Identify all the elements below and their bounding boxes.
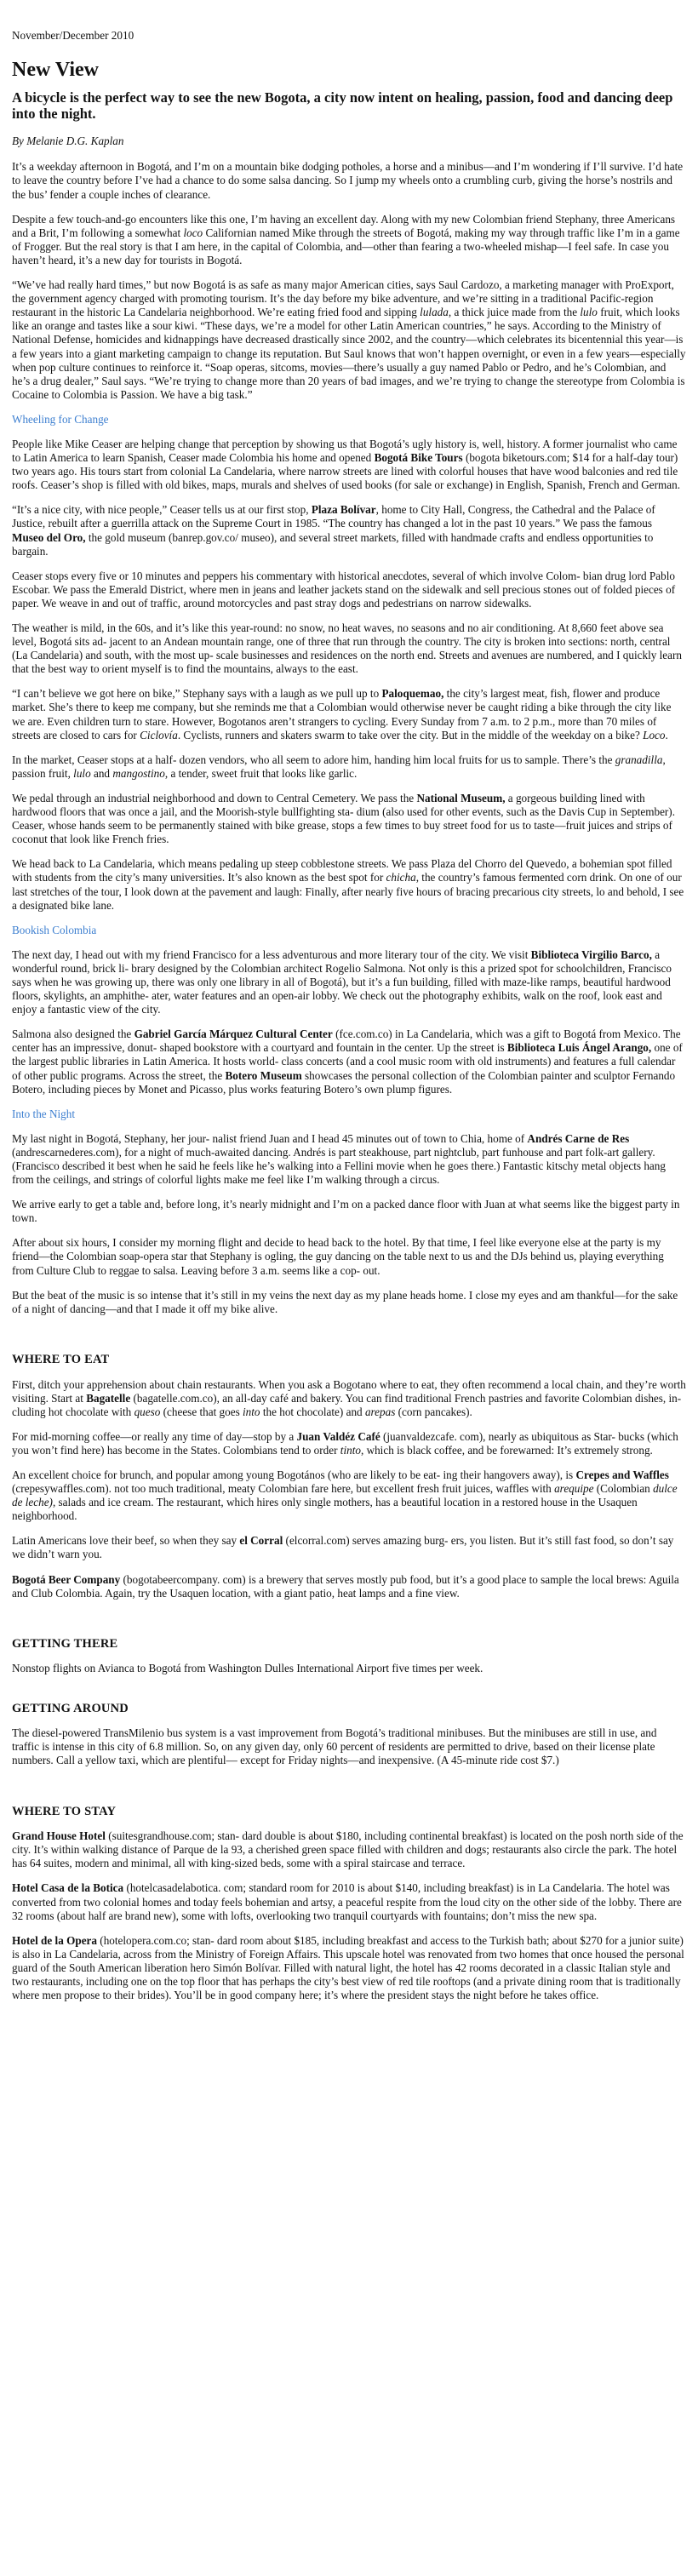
paragraph: First, ditch your apprehension about chain restaurants. When you ask a Bogotano where to eat, they often recommend a local chain, and they’re worth visiting. Start at Bagatelle (bagatelle.com.co), an all-day café and bakery. You can find traditional French pastries and favorite Colombian dishes, in- cluding hot chocolate with queso (cheese that goes into the hot chocolate) and arepas (corn pancakes). bbox=[12, 1377, 686, 1418]
paragraph: Hotel Casa de la Botica (hotelcasadelabotica. com; standard room for 2010 is about $140, including breakfast) is in La Candelaria. The hotel was converted from two colonial homes and today feels bohemian and artsy, a peaceful respite from the loud city on the other side of the lobby. There are 32 rooms (about half are brand new), some with lofts, overlooking two tranquil courtyards with fountains; don’t miss the new spa. bbox=[12, 1881, 682, 1922]
paragraph: The diesel-powered TransMilenio bus system is a vast improvement from Bogotá’s traditional minibuses. But the minibuses are still in use, and traffic is intense in this city of 6.8 million. So, on any given day, only 60 percent of residents are permitted to drive, based on their license plate numbers. Call a yellow taxi, which are plentiful— except for Friday nights—and inexpensive. (A 45-minute ride cost $7.) bbox=[12, 1726, 657, 1767]
issue-date: November/December 2010 bbox=[12, 29, 134, 42]
byline: By Melanie D.G. Kaplan bbox=[12, 135, 124, 148]
spacer bbox=[12, 1687, 686, 1702]
getting-around-heading: GETTING AROUND bbox=[12, 1701, 129, 1715]
paragraph: My last night in Bogotá, Stephany, her jour- nalist friend Juan and I head 45 minutes out of town to Chia, home of Andrés Carne de Res (andrescarnederes.com), for a night of much-awaited dancing. Andrés is part steakhouse, part nightclub, part funhouse and part folk-art gallery. (Francisco described it best when he said he feels like he’s walking into a Fellini movie when he goes there.) Fantastic kitschy metal objects hang from the ceilings, and strings of colorful lights make me feel like I’m walking through a circus. bbox=[12, 1131, 666, 1187]
paragraph: Despite a few touch-and-go encounters like this one, I’m having an excellent day. Along with my new Colombian friend Stephany, three Americans and a Brit, I’m following a somewhat loco Californian named Mike through the streets of Bogotá, making my way through traffic like I’m in a game of Frogger. But the real story is that I am here, in the capital of Colombia, and—other than fearing a two-wheeled mishap—I feel safe. In case you haven’t heard, it’s a new day for tourists in Bogotá. bbox=[12, 212, 680, 266]
paragraph: “I can’t believe we got here on bike,” Stephany says with a laugh as we pull up to Paloquemao, the city’s largest meat, fish, flower and produce market. She’s there to keep me company, but she reminds me that a Colombian would otherwise never be caught riding a bike through the city like we are. Even children turn to stare. However, Bogotanos aren’t strangers to cycling. Every Sunday from 7 a.m. to 2 p.m., more than 70 miles of streets are closed to cars for Ciclovía. Cyclists, runners and skaters swarm to take over the city. But in the middle of the weekday on a bike? Loco. bbox=[12, 687, 672, 741]
getting-there-heading: GETTING THERE bbox=[12, 1636, 118, 1651]
paragraph: For mid-morning coffee—or really any time of day—stop by a Juan Valdéz Café (juanvaldezcafe. com), nearly as ubiquitous as Star- bucks (which you won’t find here) has become in the States. Colombians tend to order tinto, which is black coffee, and be forewarned: It’s extremely strong. bbox=[12, 1429, 678, 1457]
paragraph: Ceaser stops every five or 10 minutes and peppers his commentary with historical anecdotes, several of which involve Colom- bian drug lord Pablo Escobar. We pass the Emerald District, where men in jeans and leather jackets stand on the sidewalk and sell precious stones out of folded pieces of paper. We weave in and out of traffic, around motorcycles and past stray dogs and pedestrians on narrow sidewalks. bbox=[12, 569, 676, 610]
paragraph: The next day, I head out with my friend Francisco for a less adventurous and more literary tour of the city. We visit Biblioteca Virgilio Barco, a wonderful round, brick li- brary designed by the Colombian architect Rogelio Salmona. Not only is this a prized spot for schoolchildren, Francisco says when he was growing up, there was only one library in all of Bogotá), but it’s a fun building, filled with maze-like ramps, beautiful hardwood floors, skylights, an amphithe- ater, water features and an open-air lobby. We check out the photography exhibits, walk on the roof, look east and enjoy a fantastic view of the city. bbox=[12, 947, 672, 1016]
spacer bbox=[12, 1611, 686, 1637]
section-heading-wheeling: Wheeling for Change bbox=[12, 412, 109, 426]
paragraph: Nonstop flights on Avianca to Bogotá from Washington Dulles International Airport five times per week. bbox=[12, 1662, 483, 1675]
paragraph: We head back to La Candelaria, which means pedaling up steep cobblestone streets. We pass Plaza del Chorro del Quevedo, a bohemian spot filled with students from the city’s many universities. It’s also known as the best spot for chicha, the country’s famous fermented corn drink. On one of our last stretches of the tour, I look down at the pavement and laugh: Finally, after nearly five hours of bracing precarious city streets, lo and behold, I see a designated bike lane. bbox=[12, 857, 684, 912]
paragraph: “We’ve had really hard times,” but now Bogotá is as safe as many major American cities, says Saul Cardozo, a marketing manager with ProExport, the government agency charged with promoting tourism. It’s the day before my bike adventure, and we’re sitting in a traditional Pacific-region restaurant in the historic La Candelaria neighborhood. We’re eating fried food and sipping lulada, a thick juice made from the lulo fruit, which looks like an orange and tastes like a sour kiwi. “These days, we’re a model for other Latin American countries,” he says. According to the Ministry of National Defense, homicides and kidnappings have decreased drastically since 2002, and the country—which celebrates its bicentennial this year—is a few years into a giant marketing campaign to change its reputation. But Saul knows that won’t happen overnight, or even in a few years—especially when pop culture continues to reinforce it. “Soap operas, sitcoms, movies—there’s usually a guy named Pablo or Pedro, and he’s Colombian, and he’s a drug dealer,” Saul says. “We’re trying to change more than 20 years of bad images, and we’re trying to change the stereotype from Colombia is Cocaine to Colombia is Passion. We have a big task.” bbox=[12, 278, 686, 401]
paragraph: The weather is mild, in the 60s, and it’s like this year-round: no snow, no heat waves, no seasons and no air conditioning. At 8,660 feet above sea level, Bogotá sits ad- jacent to an Andean mountain range, one of three that run through the country. The city is broken into sections: north, central (La Candelaria) and south, with the most up- scale businesses and residences on the north end. Streets and avenues are numbered, and I quickly learn that the best way to orient myself is to find the mountains, always to the east. bbox=[12, 621, 682, 676]
paragraph: We arrive early to get a table and, before long, it’s nearly midnight and I’m on a packed dance floor with Juan at what seems like the biggest party in town. bbox=[12, 1198, 680, 1225]
section-title: New View bbox=[12, 59, 99, 82]
section-heading-night: Into the Night bbox=[12, 1107, 75, 1120]
paragraph-intro: It’s a weekday afternoon in Bogotá, and I’m on a mountain bike dodging potholes, a horse and a minibus—and I’m wondering if I’ll survive. I’d hate to leave the country before I’ve had a chance to do some salsa dancing. So I jump my wheels onto a crumbling curb, giving the horse’s nostrils and the bus’ fender a couple inches of clearance. bbox=[12, 160, 684, 201]
paragraph: Hotel de la Opera (hotelopera.com.co; stan- dard room about $185, including breakfast and access to the Turkish bath; about $270 for a junior suite) is also in La Candelaria, across from the Ministry of Foreign Affairs. This upscale hotel was renovated from two homes that once housed the personal guard of the South American liberation hero Simón Bolívar. Filled with natural light, the hotel has 42 rooms decorated in a classic Italian style and two restaurants, including one on the top floor that has perhaps the city’s best view of red tile rooftops (and a private dining room that is traditionally where men propose to their brides). You’ll be in good company here; it’s where the president stays the night before he takes office. bbox=[12, 1933, 684, 2002]
where-to-eat-heading: WHERE TO EAT bbox=[12, 1352, 110, 1366]
paragraph: “It’s a nice city, with nice people,” Ceaser tells us at our first stop, Plaza Bolívar, home to City Hall, Congress, the Cathedral and the Palace of Justice, rebuilt after a guerrilla attack on the Supreme Court in 1985. “The country has changed a lot in the past 10 years.” We pass the famous Museo del Oro, the gold museum (banrep.gov.co/ museo), and several street markets, filled with handmade crafts and endless opportunities to bargain. bbox=[12, 503, 655, 558]
article-deck: A bicycle is the perfect way to see the new Bogota, a city now intent on healing, passion, food and dancing deep into the night. bbox=[12, 89, 673, 123]
paragraph: Latin Americans love their beef, so when they say el Corral (elcorral.com) serves amazing burg- ers, you listen. But it’s still fast food, so don’t say we didn’t warn you. bbox=[12, 1534, 674, 1561]
paragraph: Salmona also designed the Gabriel García Márquez Cultural Center (fce.com.co) in La Candelaria, which was a gift to Bogotá from Mexico. The center has an impressive, donut- shaped bookstore with a courtyard and fountain in the center. Up the street is Biblioteca Luis Ángel Arango, one of the largest public libraries in Latin America. It hosts world- class concerts (and a cool music room with old instruments) and features a full calendar of other public programs. Across the street, the Botero Museum showcases the personal collection of the Colombian painter and sculptor Fernando Botero, including pieces by Monet and Picasso, plus works featuring Botero’s own plump figures. bbox=[12, 1028, 683, 1096]
where-to-stay-heading: WHERE TO STAY bbox=[12, 1804, 117, 1818]
paragraph: Bogotá Beer Company (bogotabeercompany. com) is a brewery that serves mostly pub food, but it’s a good place to sample the local brews: Aguila and Club Colombia. Again, try the Usaquen location, with a giant patio, heat lamps and a fine view. bbox=[12, 1572, 679, 1600]
section-heading-bookish: Bookish Colombia bbox=[12, 923, 97, 936]
paragraph: An excellent choice for brunch, and popular among young Bogotános (who are likely to be eat- ing their hangovers away), is Crepes and Waffles (crepesywaffles.com). not too much traditional, meaty Colombian fare here, but excellent fresh fruit juices, waffles with arequipe (Colombian dulce de leche), salads and ice cream. The restaurant, which hires only single mothers, has a beautiful location in a restored house in the Usaquen neighborhood. bbox=[12, 1468, 678, 1523]
paragraph: We pedal through an industrial neighborhood and down to Central Cemetery. We pass the National Museum, a gorgeous building lined with hardwood floors that was once a jail, and the Moorish-style bullfighting sta- dium (also used for other events, such as the Davis Cup in September). Ceaser, whose hands seem to be permanently stained with bike grease, stops a few times to buy street food for us to taste—fruit juices and strips of coconut that look like French fries. bbox=[12, 791, 675, 846]
paragraph: Grand House Hotel (suitesgrandhouse.com; stan- dard double is about $180, including continental breakfast) is located on the posh north side of the city. It’s within walking distance of Parque de la 93, a cherished green space filled with children and dogs; restaurants also circle the park. The hotel has 64 suites, modern and minimal, all with king-sized beds, some with a spiral staircase and terrace. bbox=[12, 1829, 684, 1870]
paragraph: In the market, Ceaser stops at a half- dozen vendors, who all seem to adore him, handing him local fruits for us to sample. There’s the granadilla, passion fruit, lulo and mangostino, a tender, sweet fruit that looks like garlic. bbox=[12, 753, 666, 780]
paragraph: But the beat of the music is so intense that it’s still in my veins the next day as my plane heads home. I close my eyes and am thankful—for the sake of a night of dancing—and that I made it off my bike alive. bbox=[12, 1288, 678, 1315]
paragraph: People like Mike Ceaser are helping change that perception by showing us that Bogotá’s ugly history is, well, history. A former journalist who came to Latin America to learn Spanish, Ceaser made Colombia his home and opened Bogotá Bike Tours (bogota biketours.com; $14 for a half-day tour) two years ago. His tours start from colonial La Candelaria, where narrow streets are lined with colorful houses that have wood balconies and red tile roofs. Ceaser’s shop is filled with old bikes, maps, murals and shelves of used books (for sale or exchange) in English, Spanish, French and German. bbox=[12, 437, 680, 492]
paragraph: After about six hours, I consider my morning flight and decide to head back to the hotel. By that time, I feel like everyone else at the party is my friend—the Colombian soap-opera star that Stephany is ogling, the guy dancing on the table next to us and the DJs behind us, playing everything from Culture Club to reggae to salsa. Leaving before 3 a.m. seems like a cop- out. bbox=[12, 1236, 664, 1277]
spacer bbox=[12, 1327, 686, 1353]
spacer bbox=[12, 1779, 686, 1805]
